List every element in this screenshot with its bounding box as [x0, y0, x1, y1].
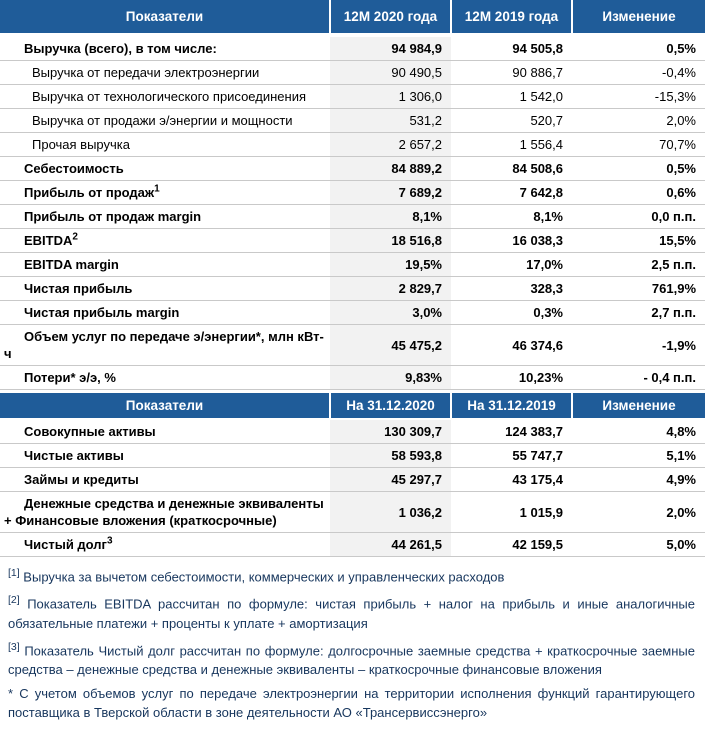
row-label: Совокупные активы	[0, 419, 330, 444]
row-label: Чистый долг$^3$	[0, 533, 330, 557]
column-header: На 31.12.2020	[330, 392, 451, 420]
value-current-period: 2 829,7	[330, 277, 451, 301]
value-previous-period: 10,23%	[451, 366, 572, 390]
change-value: 2,5 п.п.	[572, 253, 705, 277]
footnote: [2] Показатель EBITDA рассчитан по формуле: чистая прибыль + налог на прибыль и иные аналогичные обязательные платежи + проценты к уплате + амортизация	[8, 594, 695, 631]
footnote: [3] Показатель Чистый долг рассчитан по формуле: долгосрочные заемные средства + краткосрочные заемные средства – денежные средства и денежные эквиваленты – краткосрочные финансовые вложения	[8, 640, 695, 677]
change-value: 70,7%	[572, 133, 705, 157]
value-current-period: 45 475,2	[330, 325, 451, 366]
table-row	[0, 181, 705, 205]
table-row	[0, 157, 705, 181]
value-current-period: 130 309,7	[330, 419, 451, 444]
table-row	[0, 325, 705, 366]
table-header-row	[0, 392, 705, 420]
change-value: 2,0%	[572, 109, 705, 133]
value-current-period: 84 889,2	[330, 157, 451, 181]
change-value: -1,9%	[572, 325, 705, 366]
table-row	[0, 419, 705, 444]
row-label: Прибыль от продаж$^1$	[0, 181, 330, 205]
footnote-reference: 1	[154, 183, 160, 195]
row-label: Потери* э/э, %	[0, 366, 330, 390]
value-current-period: 44 261,5	[330, 533, 451, 557]
value-previous-period: 94 505,8	[451, 35, 572, 61]
row-label: EBITDA margin	[0, 253, 330, 277]
value-current-period: 19,5%	[330, 253, 451, 277]
table-row	[0, 205, 705, 229]
table-row	[0, 492, 705, 533]
footnote-reference: 2	[72, 231, 78, 243]
footnote: * С учетом объемов услуг по передаче электроэнергии на территории исполнения функций гарантирующего поставщика в Тверской области в зоне деятельности АО «Трансервиссэнерго»	[8, 685, 695, 720]
value-current-period: 8,1%	[330, 205, 451, 229]
change-value: 2,0%	[572, 492, 705, 533]
value-previous-period: 520,7	[451, 109, 572, 133]
row-label: Займы и кредиты	[0, 468, 330, 492]
row-label: Денежные средства и денежные эквиваленты + Финансовые вложения (краткосрочные)	[0, 492, 330, 533]
row-label: Прибыль от продаж margin	[0, 205, 330, 229]
change-value: - 0,4 п.п.	[572, 366, 705, 390]
table-row	[0, 229, 705, 253]
table-row	[0, 109, 705, 133]
value-previous-period: 0,3%	[451, 301, 572, 325]
row-label: Объем услуг по передаче э/энергии*, млн кВт-ч	[0, 325, 330, 366]
row-label: Выручка от передачи электроэнергии	[0, 61, 330, 85]
row-label: Выручка от продажи э/энергии и мощности	[0, 109, 330, 133]
value-previous-period: 42 159,5	[451, 533, 572, 557]
table-row	[0, 133, 705, 157]
column-header: Показатели	[0, 392, 330, 420]
value-current-period: 9,83%	[330, 366, 451, 390]
change-value: 0,5%	[572, 35, 705, 61]
column-header: Изменение	[572, 392, 705, 420]
table-row	[0, 61, 705, 85]
value-previous-period: 55 747,7	[451, 444, 572, 468]
column-header: Показатели	[0, 0, 330, 35]
change-value: 761,9%	[572, 277, 705, 301]
row-label: EBITDA$^2$	[0, 229, 330, 253]
table-row	[0, 533, 705, 557]
row-label: Чистая прибыль margin	[0, 301, 330, 325]
value-previous-period: 16 038,3	[451, 229, 572, 253]
table-header-row	[0, 0, 705, 35]
change-value: 5,1%	[572, 444, 705, 468]
value-current-period: 1 036,2	[330, 492, 451, 533]
table-row	[0, 85, 705, 109]
value-previous-period: 1 542,0	[451, 85, 572, 109]
column-header: 12М 2019 года	[451, 0, 572, 35]
table-row	[0, 301, 705, 325]
value-previous-period: 7 642,8	[451, 181, 572, 205]
table-row	[0, 366, 705, 390]
change-value: 5,0%	[572, 533, 705, 557]
value-previous-period: 1 015,9	[451, 492, 572, 533]
row-label: Чистые активы	[0, 444, 330, 468]
row-label: Выручка от технологического присоединения	[0, 85, 330, 109]
footnote-reference: 3	[106, 535, 113, 547]
table-row	[0, 277, 705, 301]
value-previous-period: 90 886,7	[451, 61, 572, 85]
row-label: Прочая выручка	[0, 133, 330, 157]
footnote-marker: [2]	[8, 594, 20, 607]
footnote-marker: [1]	[8, 567, 20, 579]
value-current-period: 58 593,8	[330, 444, 451, 468]
change-value: -0,4%	[572, 61, 705, 85]
change-value: 0,6%	[572, 181, 705, 205]
change-value: 4,8%	[572, 419, 705, 444]
table-row	[0, 444, 705, 468]
row-label: Чистая прибыль	[0, 277, 330, 301]
value-current-period: 7 689,2	[330, 181, 451, 205]
footnote-marker: *	[8, 685, 14, 701]
table-row	[0, 468, 705, 492]
value-previous-period: 43 175,4	[451, 468, 572, 492]
value-previous-period: 8,1%	[451, 205, 572, 229]
change-value: 4,9%	[572, 468, 705, 492]
change-value: 15,5%	[572, 229, 705, 253]
footnotes	[0, 557, 705, 722]
change-value: 0,0 п.п.	[572, 205, 705, 229]
value-previous-period: 84 508,6	[451, 157, 572, 181]
column-header: 12М 2020 года	[330, 0, 451, 35]
value-current-period: 3,0%	[330, 301, 451, 325]
value-current-period: 2 657,2	[330, 133, 451, 157]
value-current-period: 531,2	[330, 109, 451, 133]
value-previous-period: 17,0%	[451, 253, 572, 277]
column-header: Изменение	[572, 0, 705, 35]
value-previous-period: 46 374,6	[451, 325, 572, 366]
change-value: 2,7 п.п.	[572, 301, 705, 325]
row-label: Себестоимость	[0, 157, 330, 181]
balance-sheet-table	[0, 390, 705, 557]
value-current-period: 1 306,0	[330, 85, 451, 109]
row-label: Выручка (всего), в том числе:	[0, 35, 330, 61]
footnote-marker: [3]	[8, 640, 20, 653]
column-header: На 31.12.2019	[451, 392, 572, 420]
value-current-period: 45 297,7	[330, 468, 451, 492]
value-current-period: 94 984,9	[330, 35, 451, 61]
value-previous-period: 1 556,4	[451, 133, 572, 157]
value-previous-period: 124 383,7	[451, 419, 572, 444]
change-value: 0,5%	[572, 157, 705, 181]
table-row	[0, 35, 705, 61]
value-current-period: 90 490,5	[330, 61, 451, 85]
change-value: -15,3%	[572, 85, 705, 109]
table-row	[0, 253, 705, 277]
value-current-period: 18 516,8	[330, 229, 451, 253]
value-previous-period: 328,3	[451, 277, 572, 301]
footnote: [1] Выручка за вычетом себестоимости, коммерческих и управленческих расходов	[8, 567, 505, 585]
